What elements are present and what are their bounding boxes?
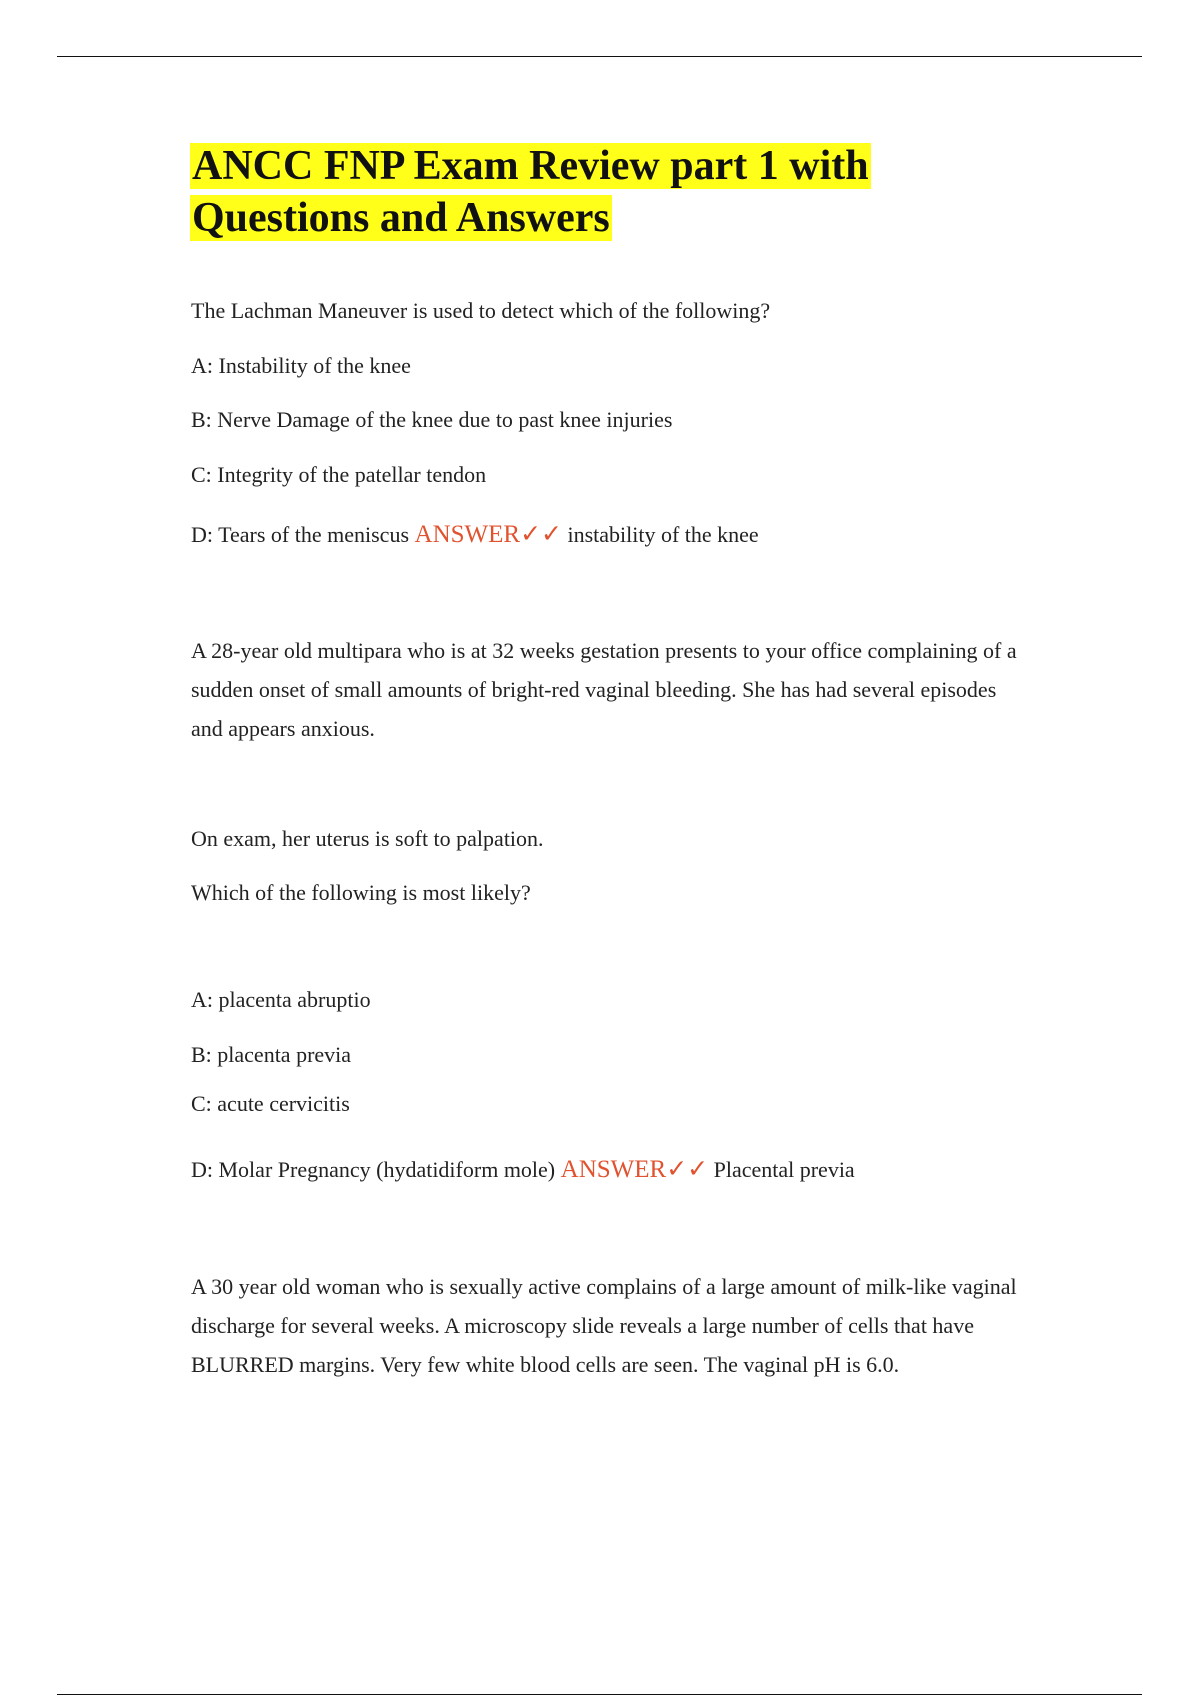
q3-stem-line-3: BLURRED margins. Very few white blood cells are seen. The vaginal pH is 6.0.: [191, 1352, 900, 1377]
title-line-1: ANCC FNP Exam Review part 1 with: [192, 143, 869, 189]
q2-stem-line-2: sudden onset of small amounts of bright-red vaginal bleeding. She has had several episodes: [191, 677, 997, 702]
q2-option-d: D: Molar Pregnancy (hydatidiform mole): [191, 1157, 556, 1182]
q2-option-b: B: placenta previa: [191, 1042, 352, 1067]
q1-option-d-row: [191, 521, 759, 549]
q2-answer-label: ANSWER✓✓: [560, 1156, 709, 1183]
q3-stem: [191, 1267, 1071, 1384]
q2-answer-text: Placental previa: [713, 1157, 855, 1182]
bottom-rule: [57, 1694, 1142, 1695]
q2-question: Which of the following is most likely?: [191, 880, 531, 905]
q1-answer-text: instability of the knee: [567, 522, 759, 547]
q1-answer-label: ANSWER✓✓: [414, 521, 562, 548]
top-rule: [57, 56, 1142, 57]
q2-stem-line-3: and appears anxious.: [191, 716, 375, 741]
q2-option-c: C: acute cervicitis: [191, 1091, 350, 1114]
q1-option-a: A: Instability of the knee: [191, 353, 411, 378]
q1-question: The Lachman Maneuver is used to detect which of the following?: [191, 298, 771, 323]
document-title: [190, 140, 871, 244]
q3-stem-line-2: discharge for several weeks. A microscopy slide reveals a large number of cells that have: [191, 1313, 974, 1338]
q1-option-b: B: Nerve Damage of the knee due to past knee injuries: [191, 407, 673, 432]
q2-stem: [191, 631, 1071, 748]
q2-stem-line-1: A 28-year old multipara who is at 32 weeks gestation presents to your office complaining of a: [191, 638, 1017, 663]
q3-stem-line-1: A 30 year old woman who is sexually active complains of a large amount of milk-like vaginal: [191, 1274, 1017, 1299]
q1-option-c: C: Integrity of the patellar tendon: [191, 462, 487, 487]
q2-option-d-row: [191, 1156, 855, 1184]
title-line-2: Questions and Answers: [192, 195, 610, 241]
q2-option-a: A: placenta abruptio: [191, 987, 371, 1012]
q2-exam-note: On exam, her uterus is soft to palpation.: [191, 826, 544, 851]
q1-option-d: D: Tears of the meniscus: [191, 522, 410, 547]
